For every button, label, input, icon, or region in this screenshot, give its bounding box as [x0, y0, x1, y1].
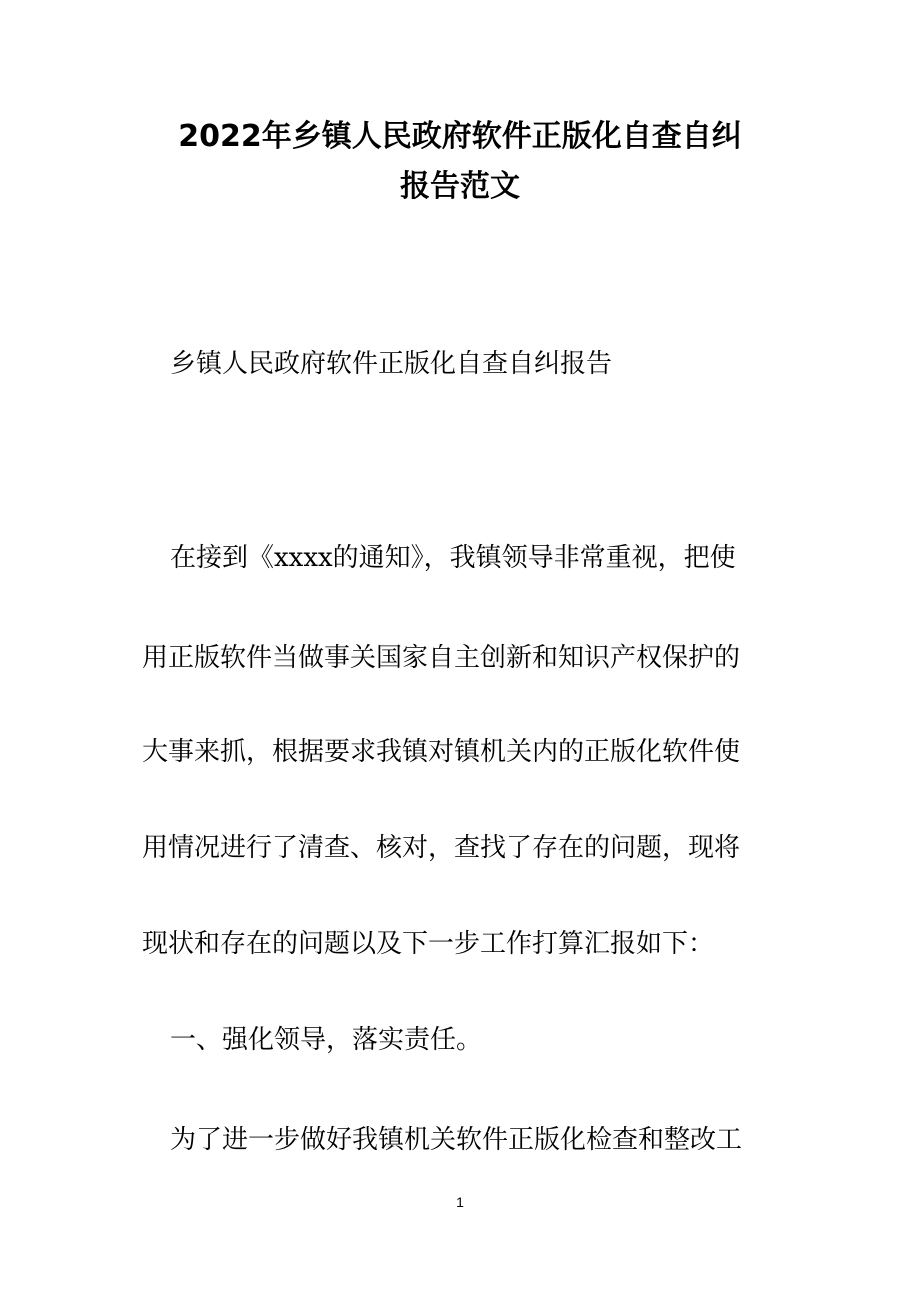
section-heading: 一、强化领导，落实责任。	[170, 1025, 483, 1055]
document-title-line-1: 2022年乡镇人民政府软件正版化自查自纠	[178, 119, 742, 154]
body-line: 大事来抓，根据要求我镇对镇机关内的正版化软件使	[142, 737, 741, 767]
body-line: 在接到《xxxx的通知》，我镇领导非常重视，把使	[170, 543, 736, 573]
body-line: 为了进一步做好我镇机关软件正版化检查和整改工	[170, 1125, 743, 1155]
document-title-line-2: 报告范文	[400, 169, 520, 204]
body-line: 用情况进行了清查、核对，查找了存在的问题，现将	[142, 833, 741, 863]
page-number: 1	[456, 1194, 464, 1210]
document-title	[100, 112, 820, 212]
body-line: 用正版软件当做事关国家自主创新和知识产权保护的	[142, 643, 741, 673]
document-subtitle: 乡镇人民政府软件正版化自查自纠报告	[170, 349, 613, 379]
body-line: 现状和存在的问题以及下一步工作打算汇报如下：	[142, 929, 715, 959]
